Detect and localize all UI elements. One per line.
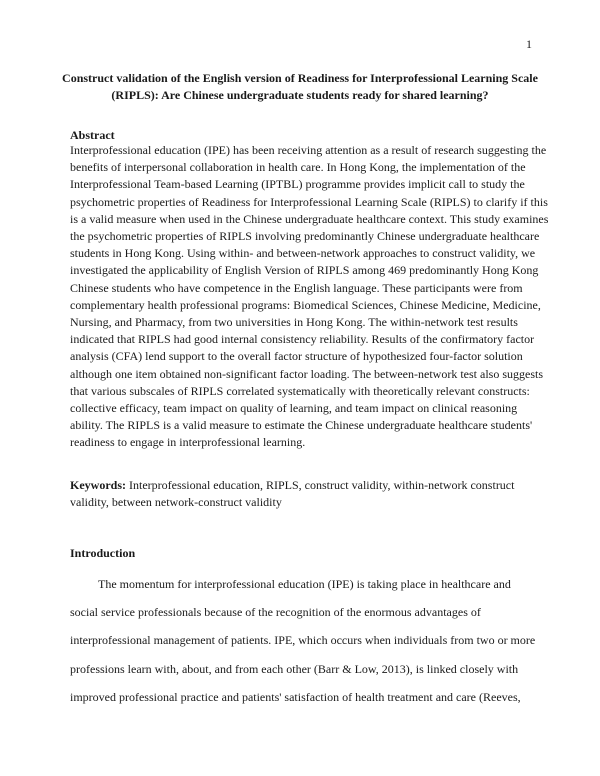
introduction-body: The momentum for interprofessional education (IPE) is taking place in healthcare and social service professionals because of the recognition of the enormous advantages of interprofessional management of patients. IPE, which occurs when individuals from two or more professions learn with, about, and from each other (Barr & Low, 2013), is linked closely with improved professional practice and patients' satisfaction of health treatment and care (Reeves, bbox=[70, 577, 536, 704]
keywords-paragraph bbox=[70, 477, 550, 511]
abstract-body: Interprofessional education (IPE) has been receiving attention as a result of research suggesting the benefits of interpersonal collaboration in health care. In Hong Kong, the implementation of the Interprofessional Team-based Learning (IPTBL) programme provides implicit call to study the psychometric properties of Readiness for Interprofessional Learning Scale (RIPLS) to clarify if this is a valid measure when used in the Chinese undergraduate healthcare context. This study examines the psychometric properties of RIPLS involving predominantly Chinese undergraduate healthcare students in Hong Kong. Using within- and between-network approaches to construct validity, we investigated the applicability of English Version of RIPLS among 469 predominantly Hong Kong Chinese students who have competence in the English language. These participants were from complementary health professional programs: Biomedical Sciences, Chinese Medicine, Medicine, Nursing, and Pharmacy, from two universities in Hong Kong. The within-network test results indicated that RIPLS had good internal consistency reliability. Results of the confirmatory factor analysis (CFA) lend support to the overall factor structure of hypothesized four-factor solution although one item obtained non-significant factor loading. The between-network test also suggests that various subscales of RIPLS correlated systematically with theoretically relevant constructs: collective efficacy, team impact on quality of learning, and team impact on clinical reasoning ability. The RIPLS is a valid measure to estimate the Chinese undergraduate healthcare students' readiness to engage in interprofessional learning. bbox=[70, 143, 549, 450]
paper-title: Construct validation of the English version of Readiness for Interprofessional Learning Scale (RIPLS): Are Chinese undergraduate students ready for shared learning? bbox=[62, 71, 538, 102]
keywords-text: Interprofessional education, RIPLS, construct validity, within-network construct validity, between network-construct validity bbox=[70, 478, 515, 509]
introduction-heading: Introduction bbox=[70, 546, 136, 560]
keywords-label: Keywords: bbox=[70, 478, 126, 492]
abstract-heading: Abstract bbox=[70, 128, 115, 142]
page-number: 1 bbox=[526, 37, 532, 51]
